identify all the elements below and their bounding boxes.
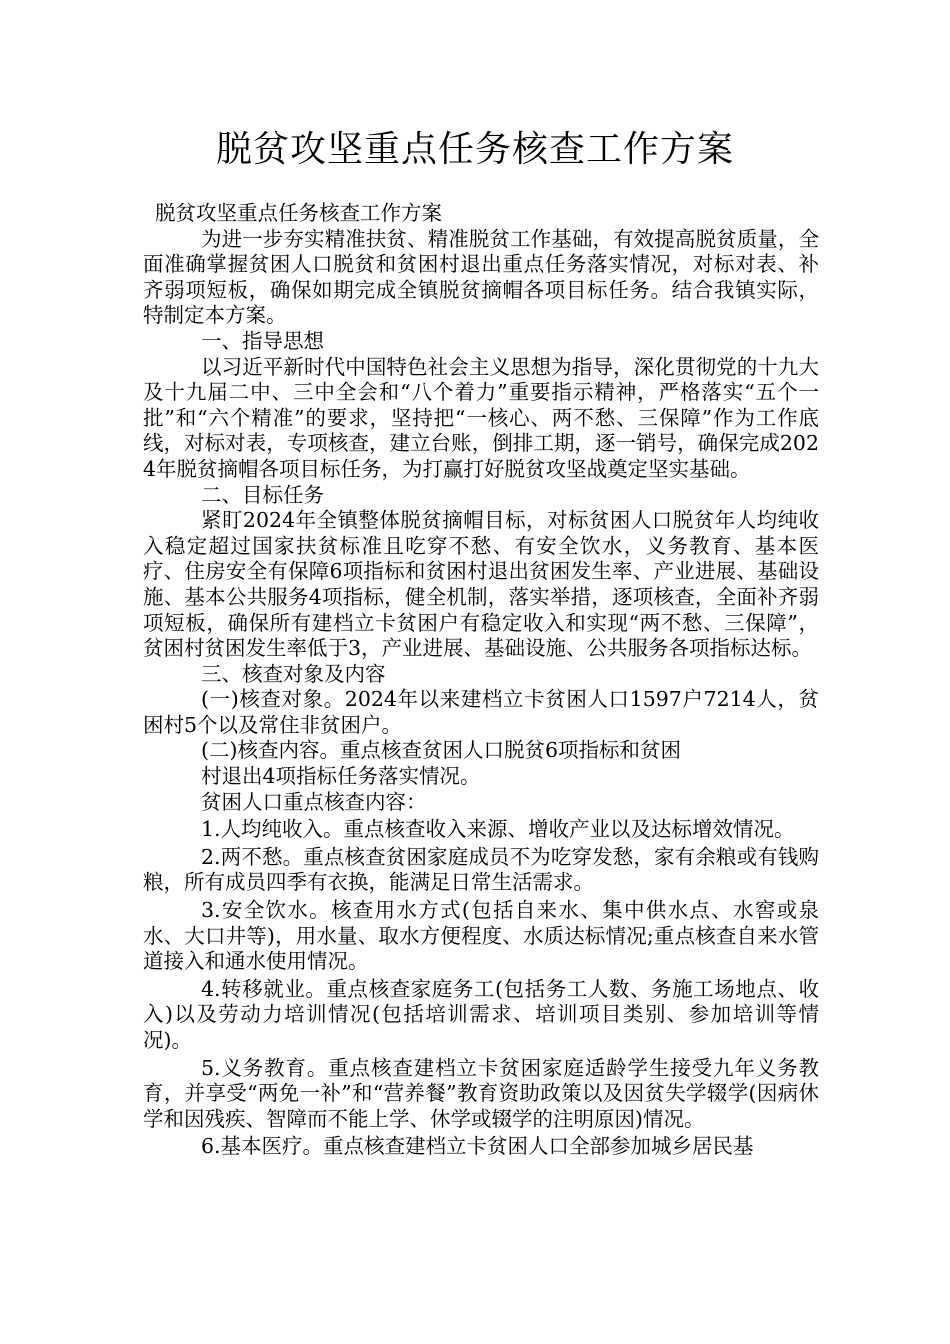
intro-paragraph: 为进一步夯实精准扶贫、精准脱贫工作基础，有效提高脱贫质量，全面准确掌握贫困人口脱贫和贫困村退出重点任务落实情况，对标对表、补齐弱项短板，确保如期完成全镇脱贫摘帽各项目标任务。结合我镇实际，特制定本方案。 (143, 226, 819, 328)
list-item-employment: 4.转移就业。重点核查家庭务工(包括务工人数、务施工场地点、收入)以及劳动力培训情况(包括培训需求、培训项目类别、参加培训等情况)。 (143, 976, 819, 1052)
list-item-basic-medical: 6.基本医疗。重点核查建档立卡贫困人口全部参加城乡居民基 (201, 1134, 754, 1159)
section-heading-verification-scope: 三、核查对象及内容 (201, 661, 386, 686)
section-body-target-tasks: 紧盯2024年全镇整体脱贫摘帽目标，对标贫困人口脱贫年人均纯收入稳定超过国家扶贫标准且吃穿不愁、有安全饮水，义务教育、基本医疗、住房安全有保障6项指标和贫困村退出贫困发生率、产业进展、基础设施、基本公共服务4项指标，健全机制，落实举措，逐项核查，全面补齐弱项短板，确保所有建档立卡贫困户有稳定收入和实现“两不愁、三保障”，贫困村贫困发生率低于3，产业进展、基础设施、公共服务各项指标达标。 (143, 508, 819, 661)
document-title: 脱贫攻坚重点任务核查工作方案 (215, 129, 734, 170)
section-heading-target-tasks: 二、目标任务 (201, 482, 324, 507)
verification-content-line-2: 村退出4项指标任务落实情况。 (201, 764, 481, 789)
document-subtitle: 脱贫攻坚重点任务核查工作方案 (155, 201, 442, 225)
verification-content-line-1: (二)核查内容。重点核查贫困人口脱贫6项指标和贫困 (201, 738, 682, 763)
section-body-guiding-ideology: 以习近平新时代中国特色社会主义思想为指导，深化贯彻党的十九大及十九届二中、三中全会和“八个着力”重要指示精神，严格落实“五个一批”和“六个精准”的要求，坚持把“一核心、两不愁、三保障”作为工作底线，对标对表，专项核查，建立台账，倒排工期，逐一销号，确保完成2024年脱贫摘帽各项目标任务，为打赢打好脱贫攻坚战奠定坚实基础。 (143, 354, 819, 481)
list-item-income: 1.人均纯收入。重点核查收入来源、增收产业以及达标增效情况。 (201, 817, 795, 842)
list-item-safe-water: 3.安全饮水。核查用水方式(包括自来水、集中供水点、水窖或泉水、大口井等)，用水量、取水方便程度、水质达标情况;重点核查自来水管道接入和通水使用情况。 (143, 898, 819, 974)
section-heading-guiding-ideology: 一、指导思想 (201, 328, 324, 353)
list-item-compulsory-education: 5.义务教育。重点核查建档立卡贫困家庭适龄学生接受九年义务教育，并享受“两免一补”和“营养餐”教育资助政策以及因贫失学辍学(因病休学和因残疾、智障而不能上学、休学或辍学的注明原因)情况。 (143, 1055, 819, 1131)
list-item-two-assurances: 2.两不愁。重点核查贫困家庭成员不为吃穿发愁，家有余粮或有钱购粮，所有成员四季有衣换，能满足日常生活需求。 (143, 844, 819, 895)
document-body (143, 201, 819, 1160)
poor-population-heading: 贫困人口重点核查内容： (201, 789, 427, 814)
verification-objects-paragraph: (一)核查对象。2024年以来建档立卡贫困人口1597户7214人，贫困村5个以及常住非贫困户。 (143, 687, 819, 737)
